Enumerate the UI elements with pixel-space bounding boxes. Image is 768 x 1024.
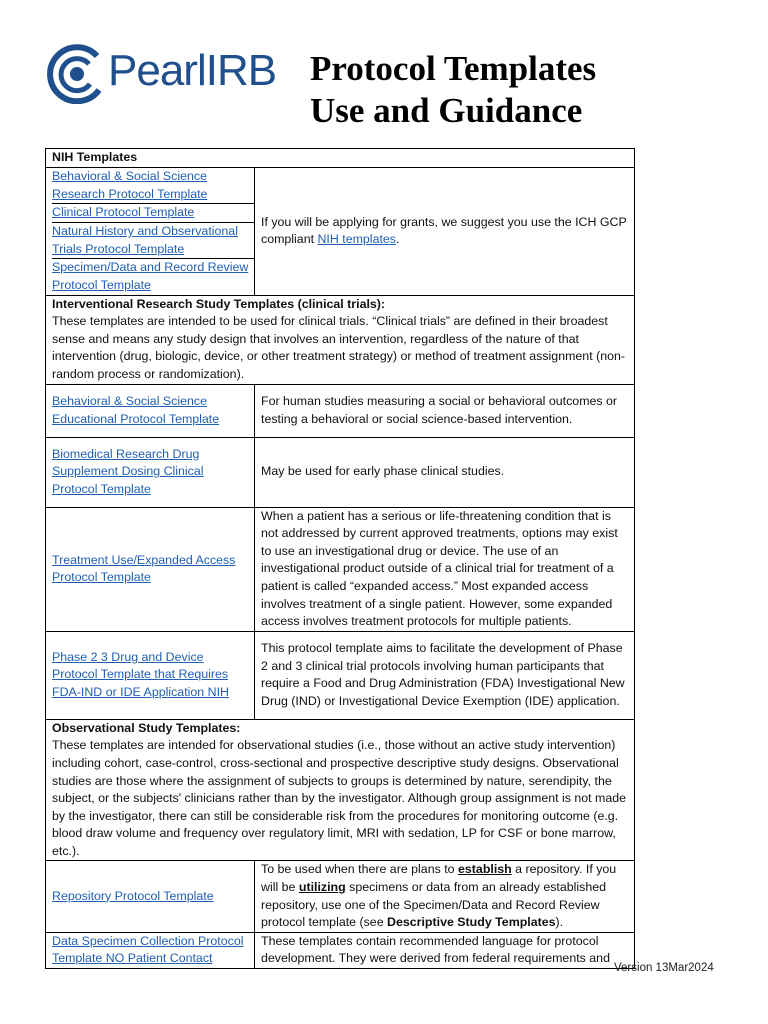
expanded-access-template-link[interactable]: Treatment Use/Expanded Access Protocol Template [52, 552, 236, 585]
phase-2-3-template-link[interactable]: Phase 2 3 Drug and Device Protocol Template that Requires FDA-IND or IDE Application NIH [52, 649, 229, 700]
nih-templates-row [46, 168, 635, 296]
version-label: Version 13Mar2024 [614, 962, 714, 974]
title-line-2: Use and Guidance [310, 91, 583, 130]
repository-text-emphasis: Descriptive Study Templates [387, 915, 556, 930]
repository-text-emphasis: establish [458, 862, 512, 877]
nih-note-end: . [396, 232, 400, 247]
observational-header-row [46, 719, 635, 861]
repository-text-part: specimens or data from an already established repository, use one of the Specimen/Data and Record Review protocol template (see [261, 880, 607, 930]
interventional-link-cell [46, 631, 255, 719]
interventional-row [46, 631, 635, 719]
data-specimen-collection-template-link[interactable]: Data Specimen Collection Protocol Template NO Patient Contact [52, 933, 244, 966]
interventional-row [46, 437, 635, 507]
title-line-1: Protocol Templates [310, 49, 597, 88]
repository-text-part: a repository. If you will be [261, 862, 617, 895]
observational-link-cell [46, 861, 255, 932]
nih-links-list [52, 168, 254, 295]
repository-text-emphasis: utilizing [298, 880, 346, 895]
interventional-text-cell: This protocol template aims to facilitate the development of Phase 2 and 3 clinical trial protocols involving human participants that require a Food and Drug Administration (FDA) Investigational New Drug (IND) or Investigational Device Exemption (IDE) application. [255, 631, 635, 719]
observational-link-cell [46, 932, 255, 968]
logo-brand-name: Pearl [108, 46, 206, 95]
interventional-text-cell: When a patient has a serious or life-threatening condition that is not addressed by current approved treatments, options may exist to use an investigational drug or device. The use of an investigational product outside of a clinical trial for treatment of a patient is called “expanded access.” Most expanded access involves treatment of a single patient. However, some expanded access involves treatment protocols for multiple patients. [255, 507, 635, 631]
behavioral-educational-template-link[interactable]: Behavioral & Social Science Educational Protocol Template [52, 393, 220, 426]
logo-brand-suffix: IRB [205, 46, 277, 95]
pearl-swirl-icon [45, 44, 107, 104]
interventional-header-cell [46, 295, 635, 384]
interventional-text-cell: For human studies measuring a social or behavioral outcomes or testing a behavioral or social science-based intervention. [255, 384, 635, 437]
interventional-link-cell [46, 437, 255, 507]
templates-table [45, 148, 635, 969]
repository-template-link[interactable]: Repository Protocol Template [52, 888, 214, 903]
observational-row [46, 932, 635, 968]
interventional-row [46, 384, 635, 437]
nih-template-link[interactable]: Clinical Protocol Template [52, 205, 195, 220]
repository-text-cell [255, 861, 635, 932]
nih-note-cell [255, 168, 635, 296]
nih-note-text: If you will be applying for grants, we suggest you use the ICH GCP compliant [261, 214, 627, 247]
page-title [310, 48, 640, 132]
interventional-description: These templates are intended to be used for clinical trials. “Clinical trials” are defined in their broadest sense and means any study design that involves an intervention, regardless of the nature of that intervention (drug, biologic, device, or other treatment strategy) or method of treatment assignment (non-random process or randomization). [52, 314, 626, 381]
nih-template-link[interactable]: Behavioral & Social Science Research Protocol Template [52, 169, 208, 201]
observational-row [46, 861, 635, 932]
observational-description: These templates are intended for observational studies (i.e., those without an active study intervention) including cohort, case-control, cross-sectional and prospective descriptive study designs. Observational studies are those where the assignment of subjects to groups is determined by nature, serendipity, the subject, or the subjects' clinicians rather than by the investigator. Although group assignment is not made by the investigator, there can still be considerable risk from the procedures for monitoring outcome (e.g. blood draw volume and frequency over regulatory limit, MRI with sedation, LP for CSF or bone marrow, etc.). [52, 738, 627, 858]
nih-template-link[interactable]: Natural History and Observational Trials Protocol Template [52, 224, 238, 256]
nih-links-cell [46, 168, 255, 296]
nih-template-link[interactable]: Specimen/Data and Record Review Protocol Template [52, 260, 249, 292]
nih-templates-link[interactable]: NIH templates [317, 232, 396, 247]
collection-text-cell: These templates contain recommended language for protocol development. They were derived from federal requirements and [255, 932, 635, 968]
repository-text-part: ). [555, 915, 564, 930]
biomedical-drug-template-link[interactable]: Biomedical Research Drug Supplement Dosing Clinical Protocol Template [52, 446, 204, 496]
observational-header: Observational Study Templates: [52, 720, 241, 735]
interventional-link-cell [46, 507, 255, 631]
observational-header-cell [46, 719, 635, 861]
interventional-link-cell [46, 384, 255, 437]
interventional-text-cell: May be used for early phase clinical studies. [255, 437, 635, 507]
interventional-row [46, 507, 635, 631]
logo-wordmark [108, 46, 276, 96]
nih-header: NIH Templates [46, 149, 635, 168]
nih-header-row [46, 149, 635, 168]
pearl-irb-logo [45, 44, 290, 104]
interventional-header: Interventional Research Study Templates (clinical trials): [52, 296, 386, 311]
interventional-header-row [46, 295, 635, 384]
repository-text-part: To be used when there are plans to [261, 862, 459, 877]
